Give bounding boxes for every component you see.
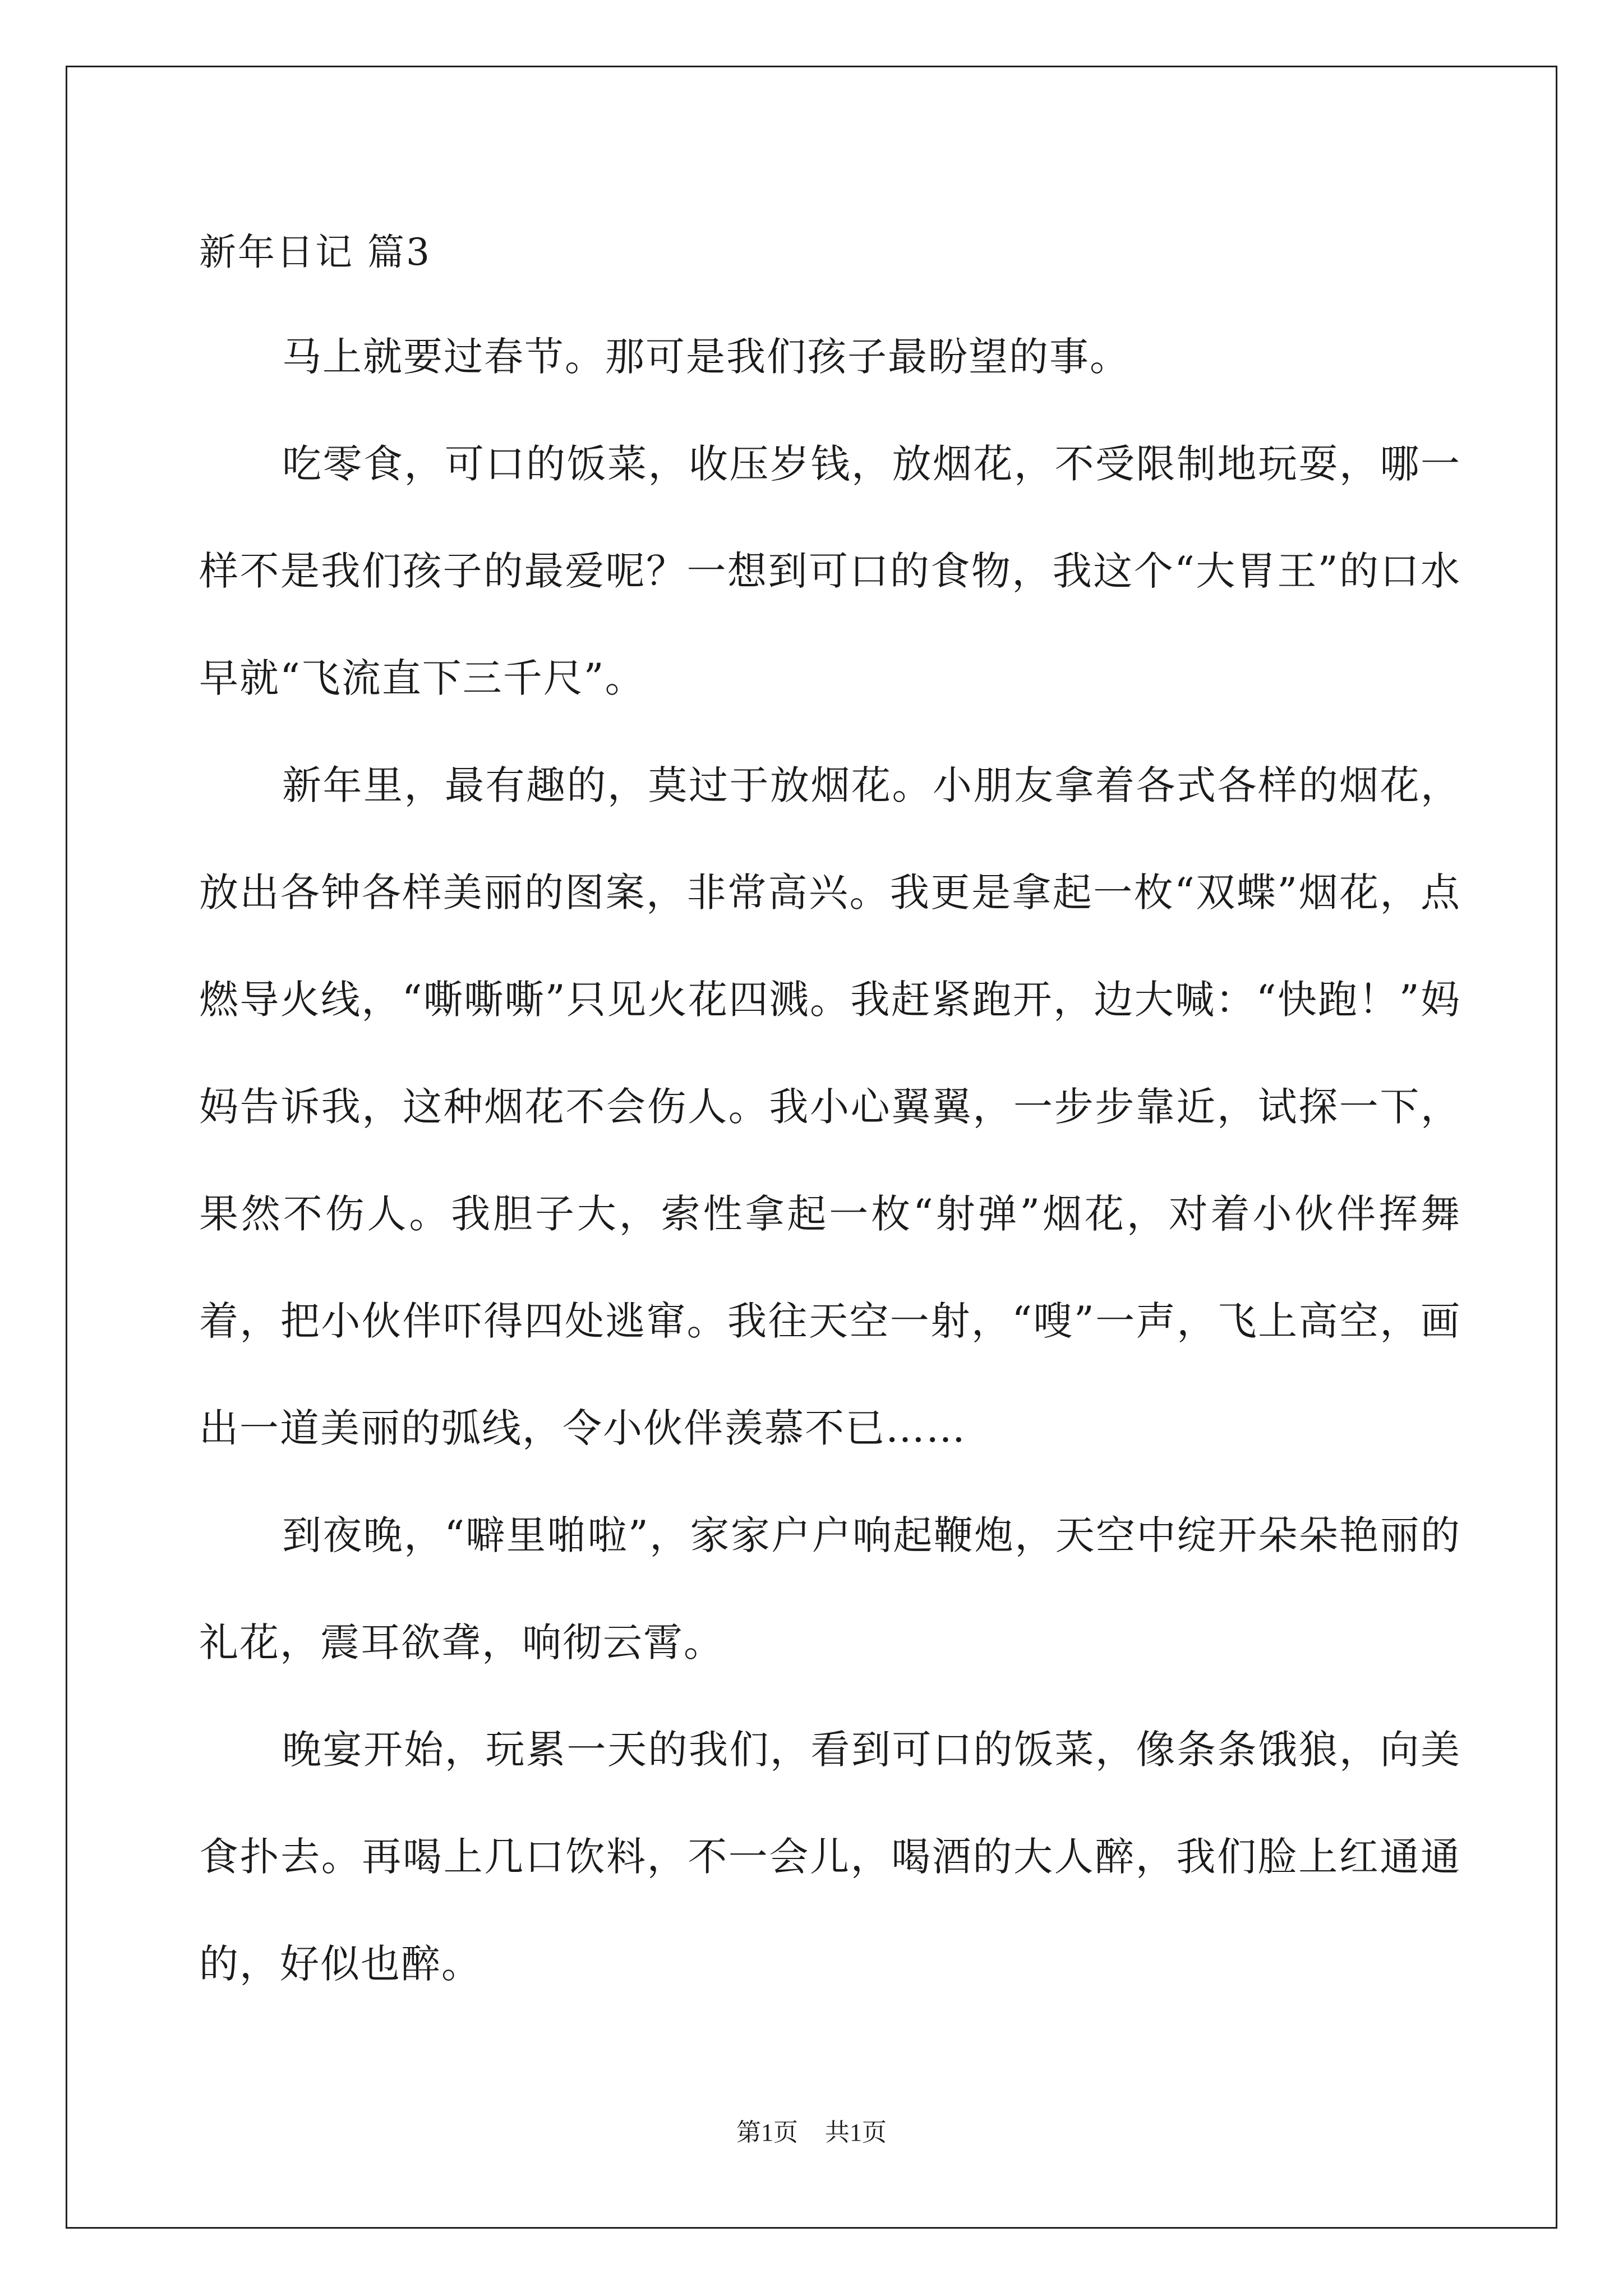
document-title: 新年日记 篇3 [199,231,431,274]
page-number: 第1页 [736,2119,798,2146]
paragraph-5: 晚宴开始，玩累一天的我们，看到可口的饭菜，像条条饿狼，向美食扑去。再喝上几口饮料，不一会儿，喝酒的大人醉，我们脸上红通通的，好似也醉。 [199,1727,1461,1987]
paragraph-2: 吃零食，可口的饭菜，收压岁钱，放烟花，不受限制地玩耍，哪一样不是我们孩子的最爱呢？一想到可口的食物，我这个“大胃王”的口水早就“飞流直下三千尺”。 [199,441,1461,701]
paragraph-1: 马上就要过春节。那可是我们孩子最盼望的事。 [282,334,1130,380]
page-total: 共1页 [825,2119,887,2146]
paragraph-3: 新年里，最有趣的，莫过于放烟花。小朋友拿着各式各样的烟花，放出各钟各样美丽的图案，非常高兴。我更是拿起一枚“双蝶”烟花，点燃导火线，“嘶嘶嘶”只见火花四溅。我赶紧跑开，边大喊：“快跑！”妈妈告诉我，这种烟花不会伤人。我小心翼翼，一步步靠近，试探一下，果然不伤人。我胆子大，索性拿起一枚“射弹”烟花，对着小伙伴挥舞着，把小伙伴吓得四处逃窜。我往天空一射，“嗖”一声，飞上高空，画出一道美丽的弧线，令小伙伴羡慕不已…… [199,762,1461,1451]
page-footer [0,2116,1623,2150]
document-body [199,222,1461,2018]
paragraph-4: 到夜晚，“噼里啪啦”，家家户户响起鞭炮，天空中绽开朵朵艳丽的礼花，震耳欲聋，响彻云霄。 [199,1512,1461,1665]
